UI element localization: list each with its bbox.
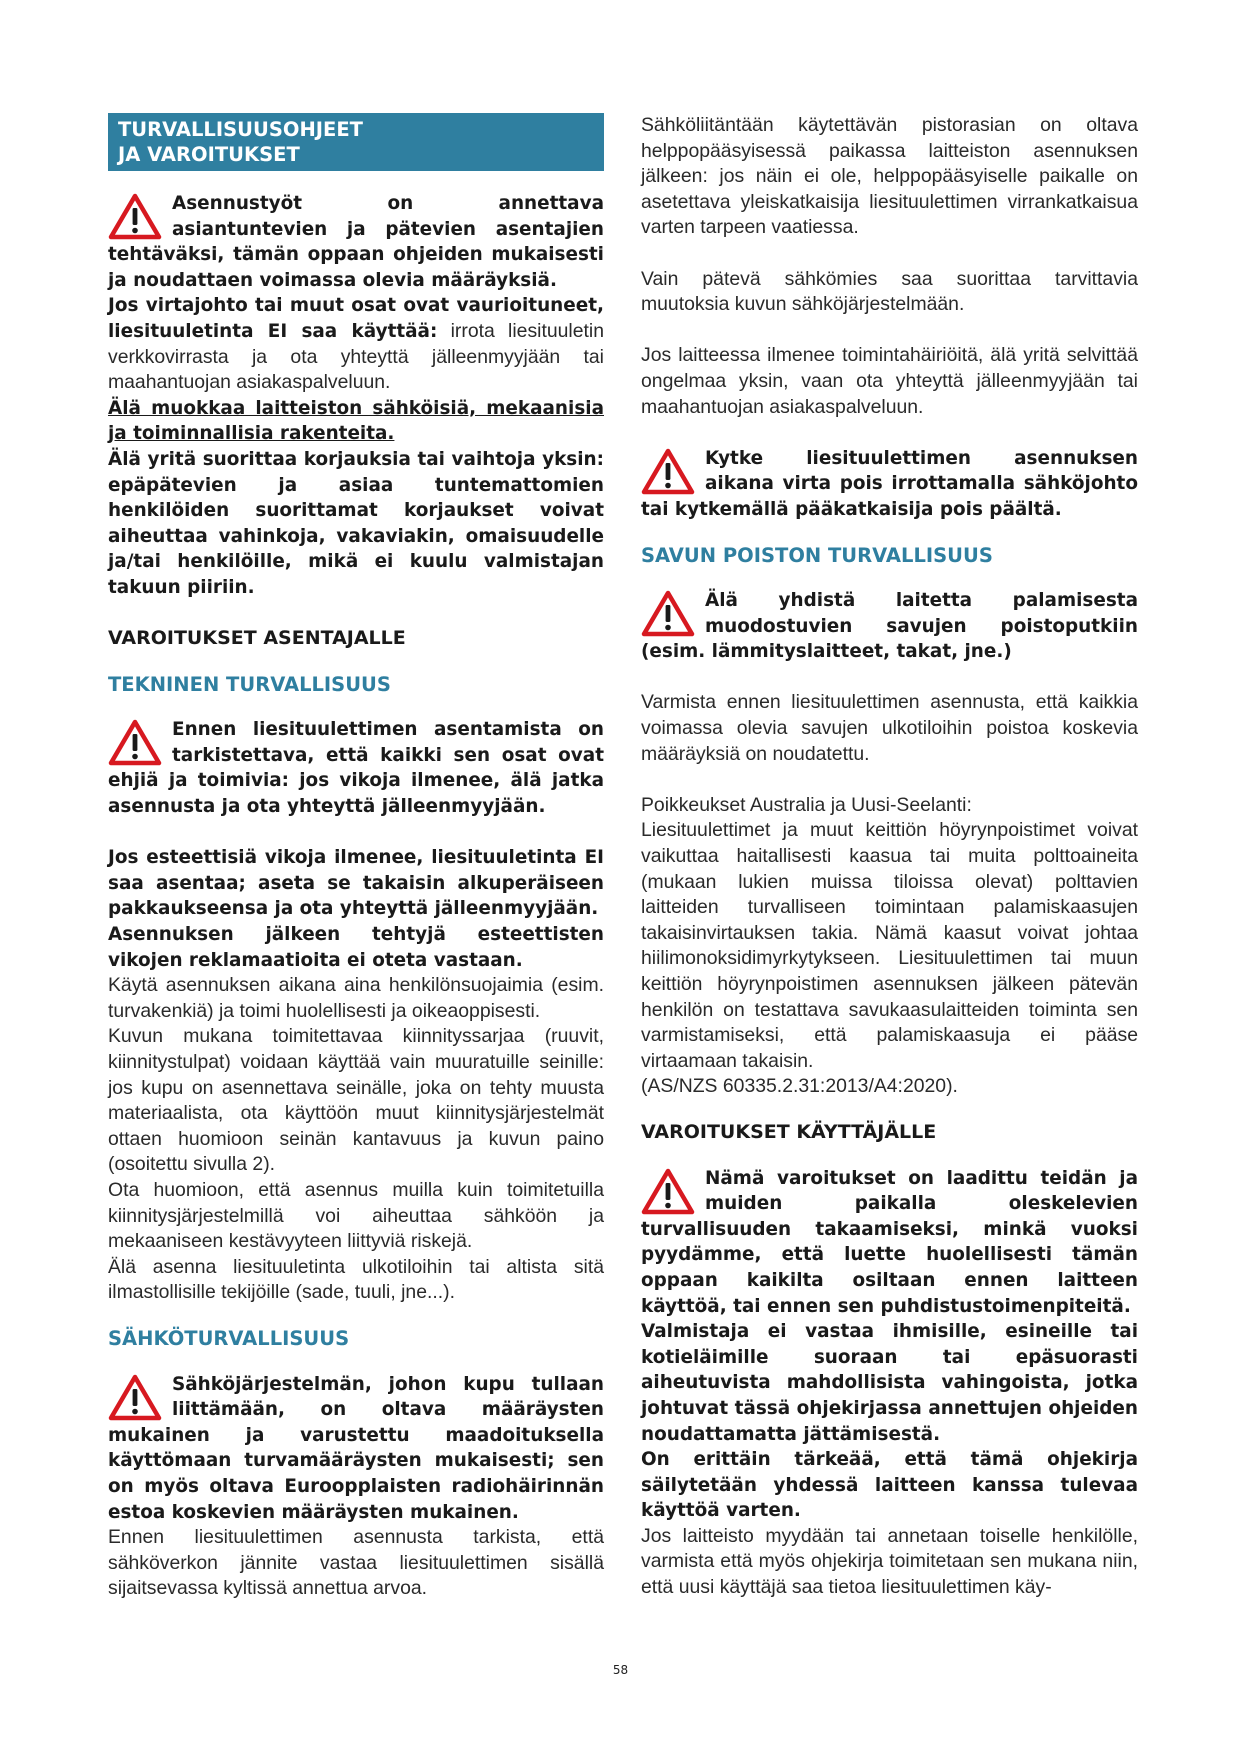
heading-technical-safety: TEKNINEN TURVALLISUUS [108, 672, 391, 696]
right-column [641, 113, 1138, 1601]
paragraph-malfunction: Jos laitteessa ilmenee toimintahäiriöitä, älä yritä selvittää ongelmaa yksin, vaan ota yhteyttä jälleenmyyjään tai maahantuojan asiakaspalveluun. [641, 344, 1138, 418]
warning-triangle-icon [641, 590, 695, 638]
warning-triangle-icon [108, 719, 162, 767]
page-number: 58 [612, 1663, 629, 1677]
paragraph-protective-gear: Käytä asennuksen aikana aina henkilönsuojaimia (esim. turvakenkiä) ja toimi huolellisesti ja oikeaoppisesti. [108, 974, 604, 1022]
warning-text: Kytke liesituulettimen asennuksen aikana virta pois irrottamalla sähköjohto tai kytkemällä pääkatkaisija pois päältä. [641, 447, 1138, 520]
paragraph-transfer: Jos laitteisto myydään tai annetaan toiselle henkilölle, varmista että myös ohjekirja toimitetaan sen mukana niin, että uusi käyttäjä saa tietoa liesituulettimen käy- [641, 1524, 1138, 1599]
warning-block-users [641, 1166, 1138, 1320]
left-column [108, 113, 604, 1602]
paragraph-no-repairs: Älä yritä suorittaa korjauksia tai vaihtoja yksin: epäpätevien ja asiaa tuntemattomien henkilöiden suorittamat korjaukset voivat aiheuttaa vahinkoja, vakaviakin, omaisuudelle ja/tai henkilöille, mikä ei kuulu valmistajan takuun piiriin. [108, 448, 604, 598]
warning-block-power-off [641, 446, 1138, 523]
heading-smoke-safety: SAVUN POISTON TURVALLISUUS [641, 543, 993, 567]
paragraph-liability: Valmistaja ei vastaa ihmisille, esineille tai kotieläimille suoraan tai epäsuorasti aiheutuvista mahdollisista vahingoista, jotka johtuvat tässä ohjekirjassa annettujen ohjeiden noudattamatta jättämisestä. [641, 1321, 1138, 1445]
paragraph-voltage-check: Ennen liesituulettimen asennusta tarkista, että sähköverkon jännite vastaa liesituulettimen sisällä sijaitsevassa kyltissä annettua arvoa. [108, 1526, 604, 1600]
warning-triangle-icon [108, 193, 162, 241]
warning-text: Älä yhdistä laitetta palamisesta muodostuvien savujen poistoputkiin (esim. lämmityslaitteet, takat, jne.) [641, 590, 1138, 663]
paragraph-exceptions-title: Poikkeukset Australia ja Uusi-Seelanti: [641, 793, 972, 816]
warning-text: Asennustyöt on annettava asiantuntevien ja pätevien asentajien tehtäväksi, tämän oppaan ohjeiden mukaisesti ja noudattaen voimassa olevia määräyksiä. [108, 193, 604, 291]
warning-block-electrical [108, 1372, 604, 1526]
paragraph-keep-manual: On erittäin tärkeää, että tämä ohjekirja säilytetään yhdessä laitteen kanssa tulevaa käyttöä varten. [641, 1449, 1138, 1522]
banner-line-2: JA VAROITUKSET [118, 143, 300, 166]
paragraph-fixing-kit: Kuvun mukana toimitettavaa kiinnityssarjaa (ruuvit, kiinnitystulpat) voidaan käyttää vain muuratuille seinille: jos kupu on asennettava seinälle, joka on tehty muusta materiaalista, ota käyttöön muut kiinnitysjärjestelmät ottaen huomioon seinän kantavuus ja kuvun paino (osoitettu sivulla 2). [108, 1025, 604, 1176]
warning-block-flue [641, 588, 1138, 665]
warning-triangle-icon [641, 1168, 695, 1216]
heading-user-warnings: VAROITUKSET KÄYTTÄJÄLLE [641, 1120, 937, 1143]
paragraph-damaged-cord [108, 293, 604, 395]
warning-triangle-icon [108, 1374, 162, 1422]
paragraph-bold-part: Jos virtajohto tai muut osat ovat vaurioituneet, liesituuletinta EI saa käyttää: [108, 295, 604, 342]
banner-line-1: TURVALLISUUSOHJEET [118, 118, 363, 141]
paragraph-standard-ref: (AS/NZS 60335.2.31:2013/A4:2020). [641, 1075, 958, 1098]
paragraph-aesthetic-defects: Jos esteettisiä vikoja ilmenee, liesituuletinta EI saa asentaa; aseta se takaisin alkuperäiseen pakkaukseensa ja ota yhteyttä jälleenmyyjään. [108, 847, 604, 920]
paragraph-smoke-regulations: Varmista ennen liesituulettimen asennusta, että kaikkia voimassa olevia savujen ulkotiloihin poistoa koskevia määräyksiä on noudatettu. [641, 691, 1138, 765]
paragraph-no-claims: Asennuksen jälkeen tehtyjä esteettisten vikojen reklamaatioita ei oteta vastaan. [108, 924, 604, 971]
paragraph-light-part: irrota liesituuletin verkkovirrasta ja ota yhteyttä jälleenmyyjään tai maahantuojan asiakaspalveluun. [108, 319, 604, 394]
warning-block-installation [108, 191, 604, 293]
paragraph-electrician-only: Vain pätevä sähkömies saa suorittaa tarvittavia muutoksia kuvun sähköjärjestelmään. [641, 267, 1138, 316]
heading-electrical-safety: SÄHKÖTURVALLISUUS [108, 1326, 350, 1350]
warning-block-check-parts [108, 717, 604, 819]
heading-installer-warnings: VAROITUKSET ASENTAJALLE [108, 627, 406, 650]
warning-triangle-icon [641, 448, 695, 496]
paragraph-other-fixings: Ota huomioon, että asennus muilla kuin toimitetuilla kiinnitysjärjestelmillä voi aiheuttaa sähköön ja mekaaniseen kestävyyteen liittyviä riskejä. [108, 1178, 604, 1253]
section-banner [108, 113, 604, 171]
warning-text: Nämä varoitukset on laadittu teidän ja muiden paikalla oleskelevien turvallisuuden takaamiseksi, minkä vuoksi pyydämme, että luette huolellisesti tämän oppaan kaikilta osiltaan ennen laitteen käyttöä, tai ennen sen puhdistustoimenpiteitä. [641, 1167, 1138, 1317]
paragraph-outdoor: Älä asenna liesituuletinta ulkotiloihin tai altista sitä ilmastollisille tekijöille (sade, tuuli, jne...). [108, 1255, 604, 1304]
paragraph-do-not-modify: Älä muokkaa laitteiston sähköisiä, mekaanisia ja toiminnallisia rakenteita. [108, 397, 604, 445]
paragraph-exceptions-body: Liesituulettimet ja muut keittiön höyrynpoistimet voivat vaikuttaa haitallisesti kaasua tai muita polttoaineita (mukaan lukien muissa tiloissa olevat) polttavien laitteiden turvalliseen toimintaan palamiskaasujen takaisinvirtauksen takia. Nämä kaasut voivat johtaa hiilimonoksidimyrkytykseen. Liesituulettimen tai muun keittiön höyrynpoistimen asennuksen jälkeen pätevän henkilön on testattava savukaasulaitteiden toiminta sen varmistamiseksi, että palamiskaasuja ei pääse virtaamaan takaisin. [641, 819, 1138, 1072]
warning-text: Sähköjärjestelmän, johon kupu tullaan liittämään, on oltava määräysten mukainen ja varustettu maadoituksella käyttömaan turvamääräysten mukaisesti; sen on myös oltava Euroopplaisten radiohäirinnän estoa koskevien määräysten mukainen. [108, 1373, 604, 1523]
warning-text: Ennen liesituulettimen asentamista on tarkistettava, että kaikki sen osat ovat ehjiä ja toimivia: jos vikoja ilmenee, älä jatka asennusta ja ota yhteyttä jälleenmyyjään. [108, 719, 604, 818]
paragraph-socket-access: Sähköliitäntään käytettävän pistorasian on oltava helppopääsyisessä paikassa laitteiston asennuksen jälkeen: jos näin ei ole, helppopääsyiselle paikalle on asetettava yleiskatkaisija liesituulettimen virrankatkaisua varten tarpeen vaatiessa. [641, 114, 1138, 239]
